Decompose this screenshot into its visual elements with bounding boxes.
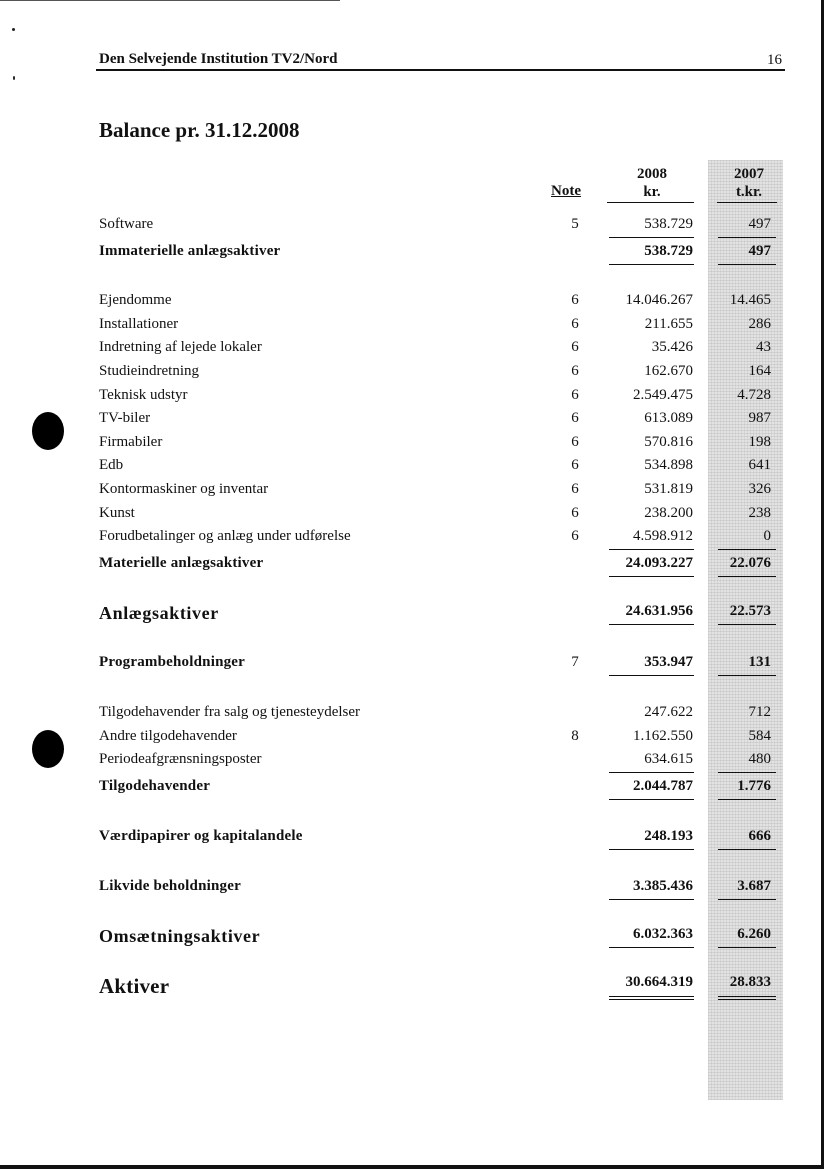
balance-row (0, 778, 824, 800)
value-2008: 248.193 (644, 828, 693, 844)
value-2008: 2.044.787 (633, 778, 693, 794)
subtotal-rule-2008 (609, 675, 694, 676)
row-note: 6 (571, 481, 579, 497)
row-note: 6 (571, 434, 579, 450)
value-2007: 480 (748, 751, 771, 767)
subtotal-rule-2007 (718, 996, 776, 997)
note-column-header: Note (551, 183, 581, 199)
balance-row (0, 292, 824, 314)
value-2007: 286 (748, 316, 771, 332)
subtotal-rule-2007 (718, 947, 776, 948)
value-2008: 3.385.436 (633, 878, 693, 894)
row-label: Likvide beholdninger (99, 878, 241, 894)
row-label: TV-biler (99, 410, 151, 426)
page-title: Balance pr. 31.12.2008 (99, 118, 300, 142)
row-label: Værdipapirer og kapitalandele (99, 828, 303, 844)
value-2008: 162.670 (644, 363, 693, 379)
header-institution: Den Selvejende Institution TV2/Nord (99, 51, 338, 67)
value-2008: 6.032.363 (633, 926, 693, 942)
value-2008: 14.046.267 (625, 292, 693, 308)
row-label: Edb (99, 457, 124, 473)
year-2007-label: 2007 (734, 166, 764, 182)
year-2008-unit: kr. (643, 184, 661, 200)
balance-row (0, 434, 824, 456)
scan-speck (12, 28, 15, 31)
value-2007: 22.573 (729, 603, 771, 619)
value-2008: 24.093.227 (625, 555, 693, 571)
value-2007: 131 (748, 654, 771, 670)
balance-row (0, 481, 824, 503)
row-label: Programbeholdninger (99, 654, 246, 670)
year-2007-unit: t.kr. (735, 184, 763, 200)
row-label: Software (99, 216, 154, 232)
row-label: Andre tilgodehavender (99, 728, 237, 744)
row-note: 6 (571, 387, 579, 403)
value-2007: 0 (763, 528, 771, 544)
balance-row (0, 751, 824, 773)
value-2007: 641 (748, 457, 771, 473)
value-2007: 712 (748, 704, 771, 720)
value-2007: 43 (756, 339, 771, 355)
value-2007: 326 (748, 481, 771, 497)
row-label: Indretning af lejede lokaler (99, 339, 262, 355)
value-2007: 497 (748, 243, 771, 259)
value-2007: 1.776 (737, 778, 771, 794)
balance-row (0, 216, 824, 238)
balance-row (0, 339, 824, 361)
row-label: Forudbetalinger og anlæg under udførelse (99, 528, 351, 544)
value-2008: 353.947 (644, 654, 693, 670)
subtotal-rule-2008 (609, 549, 694, 550)
subtotal-rule-2007 (718, 899, 776, 900)
balance-row (0, 243, 824, 265)
balance-row (0, 316, 824, 338)
row-label: Kontormaskiner og inventar (99, 481, 269, 497)
value-2008: 30.664.319 (625, 974, 693, 990)
row-note: 5 (571, 216, 579, 232)
row-note: 6 (571, 528, 579, 544)
row-note: 6 (571, 363, 579, 379)
value-2008: 538.729 (644, 243, 693, 259)
value-2007: 4.728 (737, 387, 771, 403)
balance-row (0, 728, 824, 750)
value-2008: 634.615 (644, 751, 693, 767)
balance-row (0, 505, 824, 527)
value-2008: 538.729 (644, 216, 693, 232)
row-label: Kunst (99, 505, 135, 521)
value-2007: 198 (748, 434, 771, 450)
header-underline-2007 (717, 202, 777, 203)
scan-edge-line (0, 0, 340, 1)
balance-row (0, 363, 824, 385)
value-2008: 531.819 (644, 481, 693, 497)
row-label: Ejendomme (99, 292, 172, 308)
value-2007: 22.076 (729, 555, 771, 571)
row-note: 7 (571, 654, 579, 670)
balance-row (0, 387, 824, 409)
scan-frame-bottom (0, 1165, 824, 1169)
balance-row (0, 654, 824, 676)
row-label: Omsætningsaktiver (99, 926, 261, 946)
subtotal-rule-2007 (718, 849, 776, 850)
subtotal-rule-2008 (609, 772, 694, 773)
subtotal-rule-2008 (609, 624, 694, 625)
scan-speck (13, 76, 15, 80)
balance-row (0, 974, 824, 996)
balance-row (0, 457, 824, 479)
balance-row (0, 555, 824, 577)
row-note: 6 (571, 316, 579, 332)
subtotal-rule-2008 (609, 996, 694, 997)
subtotal-rule-2008 (609, 799, 694, 800)
balance-row (0, 926, 824, 948)
subtotal-rule-2007 (718, 237, 776, 238)
subtotal-rule-2007 (718, 624, 776, 625)
subtotal-rule-2007 (718, 799, 776, 800)
value-2008: 24.631.956 (625, 603, 693, 619)
row-label: Firmabiler (99, 434, 163, 450)
row-label: Tilgodehavender (99, 778, 211, 794)
subtotal-rule-2008 (609, 899, 694, 900)
subtotal-rule-2008 (609, 999, 694, 1000)
subtotal-rule-2007 (718, 999, 776, 1000)
balance-row (0, 828, 824, 850)
row-note: 6 (571, 292, 579, 308)
subtotal-rule-2007 (718, 675, 776, 676)
value-2007: 14.465 (729, 292, 771, 308)
subtotal-rule-2007 (718, 549, 776, 550)
subtotal-rule-2008 (609, 849, 694, 850)
row-note: 6 (571, 505, 579, 521)
balance-row (0, 528, 824, 550)
subtotal-rule-2007 (718, 264, 776, 265)
value-2008: 35.426 (651, 339, 693, 355)
value-2008: 2.549.475 (633, 387, 693, 403)
row-label: Studieindretning (99, 363, 199, 379)
row-label: Teknisk udstyr (99, 387, 188, 403)
balance-row (0, 878, 824, 900)
value-2008: 211.655 (644, 316, 693, 332)
value-2007: 666 (748, 828, 771, 844)
value-2007: 497 (748, 216, 771, 232)
header-rule (96, 69, 785, 71)
value-2008: 1.162.550 (633, 728, 693, 744)
page-number: 16 (767, 52, 782, 68)
value-2007: 164 (748, 363, 771, 379)
value-2007: 238 (748, 505, 771, 521)
row-note: 8 (571, 728, 579, 744)
value-2007: 3.687 (737, 878, 771, 894)
row-label: Immaterielle anlægsaktiver (99, 243, 281, 259)
row-note: 6 (571, 410, 579, 426)
subtotal-rule-2008 (609, 237, 694, 238)
balance-row (0, 704, 824, 726)
year-2008-label: 2008 (637, 166, 667, 182)
row-label: Installationer (99, 316, 179, 332)
value-2008: 4.598.912 (633, 528, 693, 544)
subtotal-rule-2007 (718, 576, 776, 577)
row-note: 6 (571, 339, 579, 355)
row-label: Aktiver (99, 974, 170, 998)
value-2007: 584 (748, 728, 771, 744)
year-2008-column-header (610, 165, 694, 201)
row-label: Anlægsaktiver (99, 603, 219, 623)
value-2007: 987 (748, 410, 771, 426)
row-label: Periodeafgrænsningsposter (99, 751, 262, 767)
value-2008: 238.200 (644, 505, 693, 521)
subtotal-rule-2007 (718, 772, 776, 773)
year-2007-column-header (719, 165, 779, 201)
row-label: Materielle anlægsaktiver (99, 555, 264, 571)
value-2007: 28.833 (729, 974, 771, 990)
subtotal-rule-2008 (609, 947, 694, 948)
value-2008: 570.816 (644, 434, 693, 450)
header-underline-2008 (607, 202, 694, 203)
value-2007: 6.260 (737, 926, 771, 942)
value-2008: 613.089 (644, 410, 693, 426)
row-note: 6 (571, 457, 579, 473)
value-2008: 247.622 (644, 704, 693, 720)
balance-row (0, 603, 824, 625)
subtotal-rule-2008 (609, 576, 694, 577)
balance-row (0, 410, 824, 432)
value-2008: 534.898 (644, 457, 693, 473)
row-label: Tilgodehavender fra salg og tjenesteydelser (99, 704, 361, 720)
subtotal-rule-2008 (609, 264, 694, 265)
